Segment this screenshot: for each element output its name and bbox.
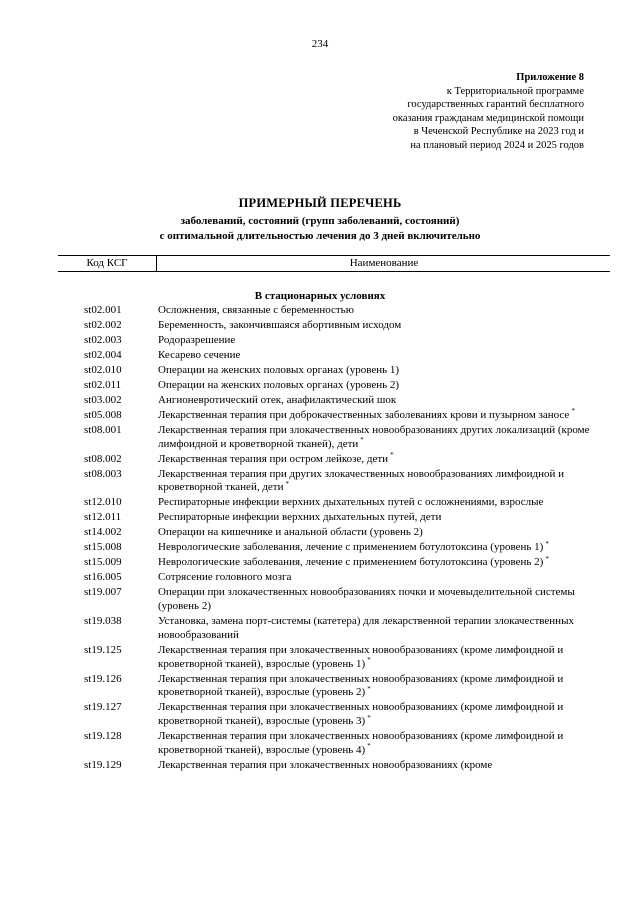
footnote-mark: *: [360, 436, 364, 445]
row-name: [158, 571, 610, 585]
row-name-text: Лекарственная терапия при доброкачественных заболеваниях крови и пузырном заносе: [158, 408, 570, 421]
row-code: st14.002: [84, 526, 122, 539]
document-subheading: [0, 214, 640, 244]
table-row: [58, 364, 610, 378]
row-name: [158, 304, 610, 318]
row-name: [158, 468, 610, 496]
row-name: [158, 615, 610, 643]
row-code: st19.007: [84, 586, 122, 599]
table-row: [58, 644, 610, 672]
row-name-text: Лекарственная терапия при остром лейкозе, дети: [158, 452, 389, 465]
table-row: [58, 468, 610, 496]
row-code: st03.002: [84, 393, 122, 406]
row-code: st19.127: [84, 701, 122, 714]
row-code: st08.002: [84, 452, 122, 465]
row-name: [158, 424, 610, 452]
row-name-text: Респираторные инфекции верхних дыхательных путей с осложнениями, взрослые: [158, 496, 544, 509]
row-name-text: Лекарственная терапия при злокачественных новообразованиях (кроме лимфоидной и кроветворной тканей), взрослые (уровень 4): [158, 730, 564, 757]
row-name-text: Лекарственная терапия при злокачественных новообразованиях (кроме: [158, 759, 493, 772]
table-body: [58, 304, 610, 774]
table-row: [58, 511, 610, 525]
page-number: 234: [311, 38, 329, 50]
column-header-code: Код КСГ: [86, 257, 128, 269]
row-code: st02.010: [84, 363, 122, 376]
row-name: [158, 511, 610, 525]
row-name-text: Операции на женских половых органах (уровень 1): [158, 363, 400, 376]
footnote-mark: *: [367, 656, 371, 665]
row-name-text: Лекарственная терапия при злокачественных новообразованиях (кроме лимфоидной и кроветворной тканей), взрослые (уровень 1): [158, 643, 564, 670]
footnote-mark: *: [390, 451, 394, 459]
row-name: [158, 526, 610, 540]
row-code: st02.011: [84, 378, 122, 391]
row-name: [158, 379, 610, 393]
table-row: [58, 349, 610, 363]
row-name: [158, 496, 610, 510]
column-divider: [156, 256, 157, 271]
row-code: st12.011: [84, 511, 122, 524]
row-name-text: Сотрясение головного мозга: [158, 571, 292, 584]
table-row: [58, 701, 610, 729]
row-code: st19.128: [84, 730, 122, 743]
row-code: st08.003: [84, 467, 122, 480]
table-row: [58, 571, 610, 585]
appendix-line: к Территориальной программе: [446, 85, 584, 97]
row-name: [158, 334, 610, 348]
row-name: [158, 541, 610, 555]
table-row: [58, 379, 610, 393]
table-header: [58, 255, 610, 272]
subheading-line: заболеваний, состояний (групп заболеваний, состояний): [180, 215, 460, 227]
appendix-line: государственных гарантий бесплатного: [407, 99, 584, 110]
row-name-text: Лекарственная терапия при злокачественных новообразованиях (кроме лимфоидной и кроветворной тканей), взрослые (уровень 3): [158, 701, 564, 728]
row-code: st16.005: [84, 571, 122, 584]
row-name-text: Неврологические заболевания, лечение с применением ботулотоксина (уровень 2): [158, 556, 544, 569]
row-name-text: Неврологические заболевания, лечение с применением ботулотоксина (уровень 1): [158, 541, 544, 554]
row-code: st02.001: [84, 304, 122, 316]
row-code: st02.003: [84, 333, 122, 346]
table-row: [58, 556, 610, 570]
footnote-mark: *: [367, 713, 371, 722]
row-name: [158, 673, 610, 701]
footnote-mark: *: [545, 554, 549, 563]
column-header-name: Наименование: [349, 257, 419, 269]
row-name-text: Беременность, закончившаяся абортивным исходом: [158, 318, 402, 331]
appendix-block: [393, 71, 584, 152]
row-code: st12.010: [84, 496, 122, 509]
row-name-text: Кесарево сечение: [158, 348, 241, 361]
table-row: [58, 394, 610, 408]
document-heading: ПРИМЕРНЫЙ ПЕРЕЧЕНЬ: [238, 196, 402, 210]
table-row: [58, 304, 610, 318]
table-row: [58, 319, 610, 333]
row-code: st15.009: [84, 556, 122, 569]
footnote-mark: *: [571, 407, 575, 416]
table-row: [58, 334, 610, 348]
row-name-text: Операции на женских половых органах (уровень 2): [158, 378, 400, 391]
table-row: [58, 541, 610, 555]
table-row: [58, 586, 610, 614]
row-name-text: Операции на кишечнике и анальной области (уровень 2): [158, 526, 423, 539]
table-row: [58, 409, 610, 423]
row-name: [158, 409, 610, 423]
row-code: st19.126: [84, 672, 122, 685]
row-name: [158, 730, 610, 758]
footnote-mark: *: [367, 684, 371, 693]
row-name-text: Ангионевротический отек, анафилактический шок: [158, 393, 397, 406]
row-name: [158, 644, 610, 672]
table-row: [58, 453, 610, 467]
footnote-mark: *: [545, 539, 549, 548]
row-name-text: Лекарственная терапия при злокачественных новообразованиях других локализаций (кроме лимфоидной и кроветворной тканей), дети: [158, 423, 590, 450]
appendix-line: на плановый период 2024 и 2025 годов: [410, 139, 584, 151]
row-name-text: Лекарственная терапия при других злокачественных новообразованиях лимфоидной и кроветворной тканей, дети: [158, 467, 565, 494]
table-row: [58, 759, 610, 773]
table-row: [58, 496, 610, 510]
row-name: [158, 349, 610, 363]
row-code: st19.125: [84, 643, 122, 656]
row-code: st02.004: [84, 348, 122, 361]
row-name: [158, 364, 610, 378]
table-row: [58, 526, 610, 540]
row-name: [158, 701, 610, 729]
appendix-line: оказания гражданам медицинской помощи: [392, 112, 584, 124]
table-row: [58, 673, 610, 701]
table-row: [58, 424, 610, 452]
row-name: [158, 556, 610, 570]
footnote-mark: *: [367, 742, 371, 751]
appendix-line: в Чеченской Республике на 2023 год и: [413, 126, 584, 137]
row-name-text: Лекарственная терапия при злокачественных новообразованиях (кроме лимфоидной и кроветворной тканей), взрослые (уровень 2): [158, 672, 564, 699]
footnote-mark: *: [285, 479, 290, 488]
subheading-line: с оптимальной длительностью лечения до 3 дней включительно: [159, 230, 481, 242]
row-code: st05.008: [84, 408, 122, 421]
section-title: В стационарных условиях: [254, 290, 386, 302]
row-code: st15.008: [84, 541, 122, 554]
row-name-text: Установка, замена порт-системы (катетера) для лекарственной терапии злокачественных новообразований: [158, 615, 574, 641]
row-name: [158, 453, 610, 467]
row-name: [158, 586, 610, 614]
table-row: [58, 615, 610, 643]
row-code: st02.002: [84, 318, 122, 331]
appendix-title: Приложение 8: [516, 72, 584, 83]
row-code: st08.001: [84, 423, 122, 436]
row-code: st19.129: [84, 759, 122, 772]
row-name: [158, 394, 610, 408]
row-code: st19.038: [84, 615, 122, 628]
row-name-text: Респираторные инфекции верхних дыхательных путей, дети: [158, 511, 442, 524]
row-name-text: Операции при злокачественных новообразованиях почки и мочевыделительной системы (уровень 2): [158, 586, 575, 613]
table-row: [58, 730, 610, 758]
row-name: [158, 759, 610, 773]
row-name-text: Родоразрешение: [158, 333, 236, 346]
row-name: [158, 319, 610, 333]
row-name-text: Осложнения, связанные с беременностью: [158, 304, 354, 316]
